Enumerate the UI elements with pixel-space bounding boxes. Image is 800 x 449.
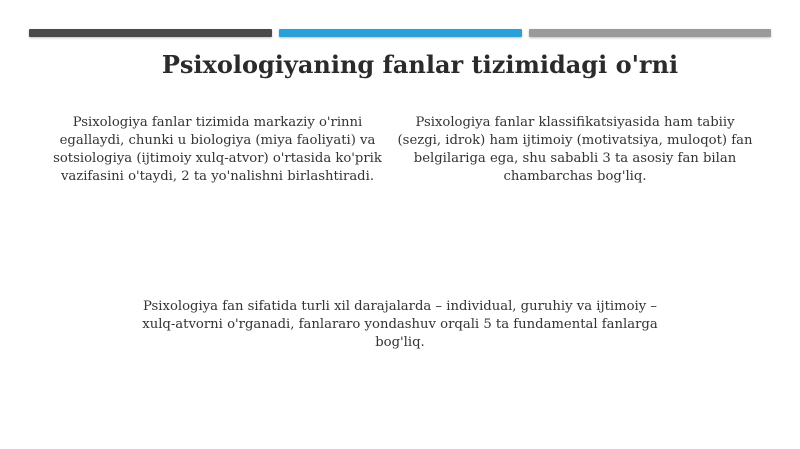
accent-bar-dark (29, 29, 272, 37)
slide-title: Psixologiyaning fanlar tizimidagi o'rni (161, 50, 679, 79)
paragraph-right: Psixologiya fanlar klassifikatsiyasida ham tabiiy (sezgi, idrok) ham ijtimoiy (motivatsiya, muloqot) fan belgilariga ega, shu sababli 3 ta asosiy fan bilan chambarchas bog'liq. (397, 115, 753, 184)
accent-bar-blue (279, 29, 522, 37)
paragraph-left: Psixologiya fanlar tizimida markaziy o'rinni egallaydi, chunki u biologiya (miya faoliyati) va sotsiologiya (ijtimoiy xulq-atvor) o'rtasida ko'prik vazifasini o'taydi, 2 ta yo'nalishni birlashtiradi. (53, 115, 382, 184)
accent-bar-gray (529, 29, 771, 37)
paragraph-bottom: Psixologiya fan sifatida turli xil darajalarda – individual, guruhiy va ijtimoiy – xulq-atvorni o'rganadi, fanlararo yondashuv orqali 5 ta fundamental fanlarga bog'liq. (142, 299, 658, 350)
